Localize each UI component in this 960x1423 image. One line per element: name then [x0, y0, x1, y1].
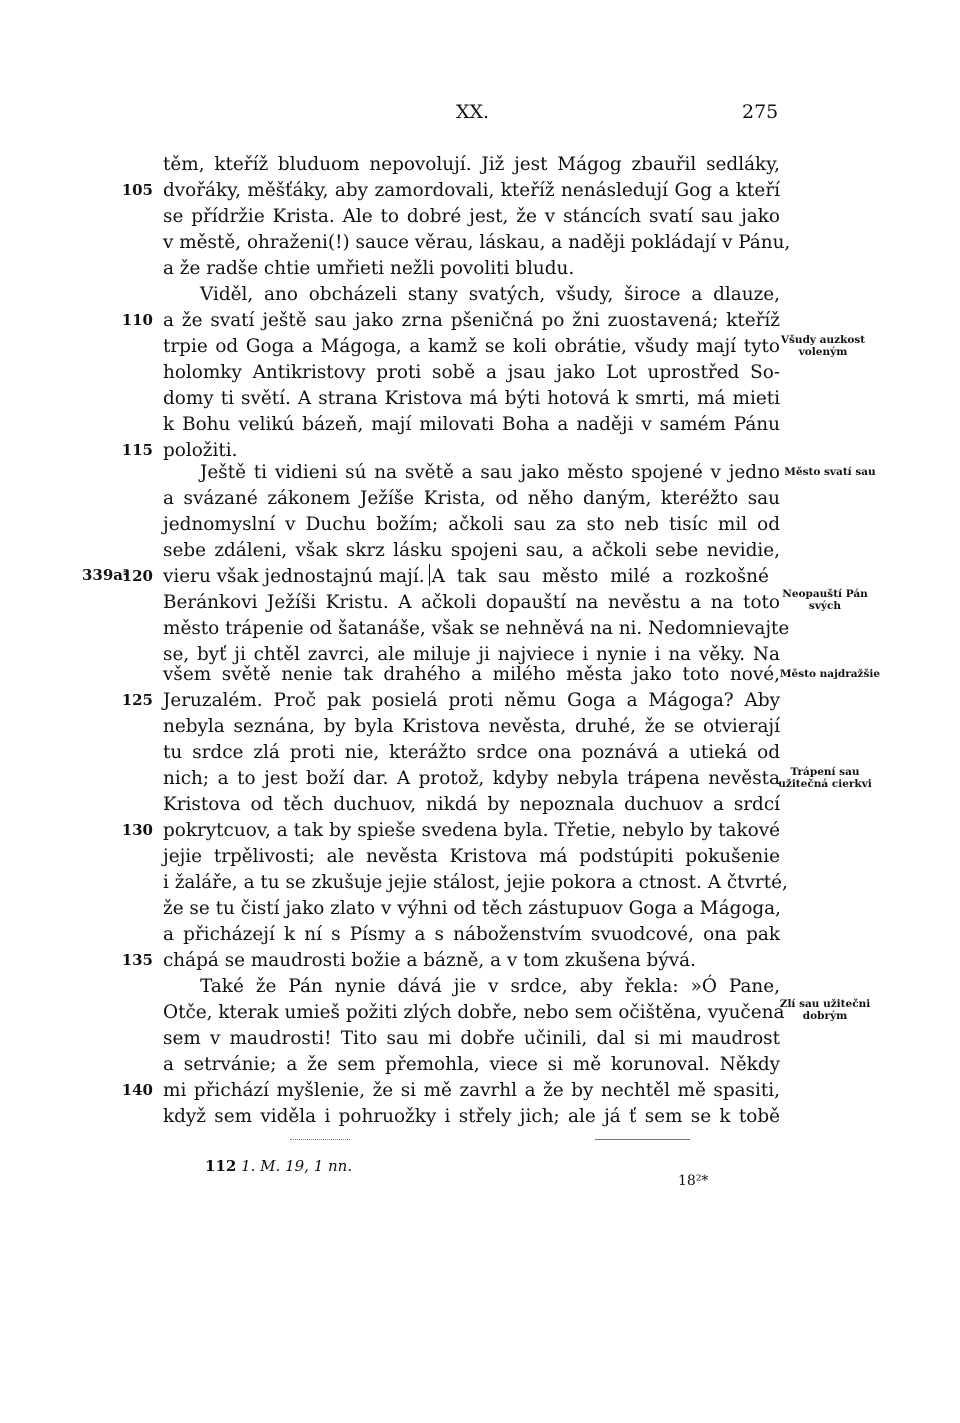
text-line: Beránkovi Ježíši Kristu. A ačkoli dopauští na nevěstu a na toto — [163, 592, 780, 613]
line-number: 105 — [121, 181, 153, 199]
footnote-number: 112 — [205, 1157, 237, 1175]
text-line: všem světě nenie tak drahého a milého města jako toto nové, — [163, 664, 780, 685]
line-number: 115 — [121, 441, 153, 459]
text-line: v městě, ohraženi(!) sauce věrau, láskau, a naději pokládají v Pánu, — [163, 232, 791, 253]
text-line: mi přichází myšlenie, že si mě zavrhl a že by nechtěl mě spasiti, — [163, 1080, 780, 1101]
text-line: pokrytcuov, a tak by spieše svedena byla. Třetie, nebylo by takové — [163, 820, 780, 841]
footnote-rule-dotted — [290, 1139, 350, 1140]
text-line-split — [163, 564, 780, 590]
margin-note: Zlí sau užitečni dobrým — [779, 998, 871, 1022]
text-line: dvořáky, měšťáky, aby zamordovali, kteříž nenásledují Gog a kteří — [163, 180, 780, 201]
text-line: jejie trpělivosti; ale nevěsta Kristova má podstúpiti pokušenie — [163, 846, 780, 867]
text-line: domy ti světí. A strana Kristova má býti hotová k smrti, má mieti — [163, 388, 780, 409]
text-line: k Bohu velikú bázeň, mají milovati Boha a naději v samém Pánu — [163, 414, 780, 435]
text-line: položiti. — [163, 440, 238, 461]
text-line: sebe zdáleni, však skrz lásku spojeni sau, a ačkoli sebe nevidie, — [163, 540, 780, 561]
line-number: 130 — [121, 821, 153, 839]
line-number: 140 — [121, 1081, 153, 1099]
text-line: chápá se maudrosti božie a bázně, a v tom zkušena bývá. — [163, 950, 696, 971]
running-head-chapter: XX. — [456, 101, 490, 123]
text-line: i žaláře, a tu se zkušuje jejie stálost, jejie pokora a ctnost. A čtvrté, — [163, 872, 788, 893]
line-number: 135 — [121, 951, 153, 969]
line-number: 120 — [121, 567, 153, 585]
text-line: se, byť ji chtěl zavrci, ale miluje ji najviece i nynie i na věky. Na — [163, 644, 780, 665]
text-line: se přídržie Krista. Ale to dobré jest, že v stáncích svatí sau jako — [163, 206, 780, 227]
line-number: 125 — [121, 691, 153, 709]
text-line: a že radše chtie umřieti nežli povoliti bludu. — [163, 258, 575, 279]
page-number: 275 — [742, 101, 779, 123]
text-line: tu srdce zlá proti nie, kterážto srdce ona poznává a utieká od — [163, 742, 780, 763]
text-line: jednomyslní v Duchu božím; ačkoli sau za sto neb tisíc mil od — [163, 514, 780, 535]
footnote — [205, 1157, 352, 1175]
text-line: a přicházejí k ní s Písmy a s náboženstvím svuodcové, ona pak — [163, 924, 780, 945]
margin-note: Neopauští Pán svých — [782, 588, 868, 612]
text-line: nebyla seznána, by byla Kristova nevěsta, druhé, že se otvierají — [163, 716, 780, 737]
column-break-marker — [429, 564, 430, 586]
text-line: sem v maudrosti! Tito sau mi dobře učinili, dal si mi maudrost — [163, 1028, 780, 1049]
line-number: 110 — [121, 311, 153, 329]
manuscript-folio-ref: 339a² — [82, 566, 130, 584]
printer-signature: 18²* — [678, 1173, 709, 1189]
text-line: Také že Pán nynie dává jie v srdce, aby řekla: »Ó Pane, — [200, 976, 780, 997]
margin-note: Město najdražšie — [779, 668, 881, 680]
text-line: a svázané zákonem Ježíše Krista, od něho daným, kteréžto sau — [163, 488, 780, 509]
text-line: a že svatí ještě sau jako zrna pšeničná po žni zuostavená; kteříž — [163, 310, 780, 331]
margin-note: Město svatí sau — [784, 466, 876, 478]
text-line-part: A tak sau město milé a rozkošné — [431, 566, 769, 587]
text-line: trpie od Goga a Mágoga, a kamž se koli obrátie, všudy mají tyto — [163, 336, 780, 357]
text-line: a setrvánie; a že sem přemohla, viece si mě korunoval. Někdy — [163, 1054, 780, 1075]
text-line: těm, kteříž bluduom nepovolují. Již jest Mágog zbauřil sedláky, — [163, 154, 780, 175]
text-line: město trápenie od šatanáše, však se nehněvá na ni. Nedomnievajte — [163, 618, 790, 639]
text-line: nich; a to jest boží dar. A protož, kdyby nebyla trápena nevěsta — [163, 768, 780, 789]
text-line: Otče, kterak umieš požiti zlých dobře, nebo sem očištěna, vyučena — [163, 1002, 785, 1023]
footnote-rule — [595, 1139, 690, 1140]
margin-note: Všudy auzkost voleným — [780, 334, 866, 358]
text-line: že se tu čistí jako zlato v výhni od těch zástupuov Goga a Mágoga, — [163, 898, 781, 919]
text-line: Kristova od těch duchuov, nikdá by nepoznala duchuov a srdcí — [163, 794, 780, 815]
text-line: holomky Antikristovy proti sobě a jsau jako Lot uprostřed So- — [163, 362, 780, 383]
margin-note: Trápení sau užitečná cierkvi — [778, 766, 872, 790]
text-line: Ještě ti vidieni sú na světě a sau jako město spojené v jedno — [200, 462, 780, 483]
footnote-reference: 1. M. 19, 1 nn. — [241, 1157, 353, 1175]
text-line-part: vieru však jednostajnú mají. — [163, 566, 425, 587]
text-line: Viděl, ano obcházeli stany svatých, všudy, široce a dlauze, — [200, 284, 780, 305]
text-line: Jeruzalém. Proč pak posielá proti němu Goga a Mágoga? Aby — [163, 690, 780, 711]
text-line: když sem viděla i pohruožky i střely jich; ale já ť sem se k tobě — [163, 1106, 780, 1127]
